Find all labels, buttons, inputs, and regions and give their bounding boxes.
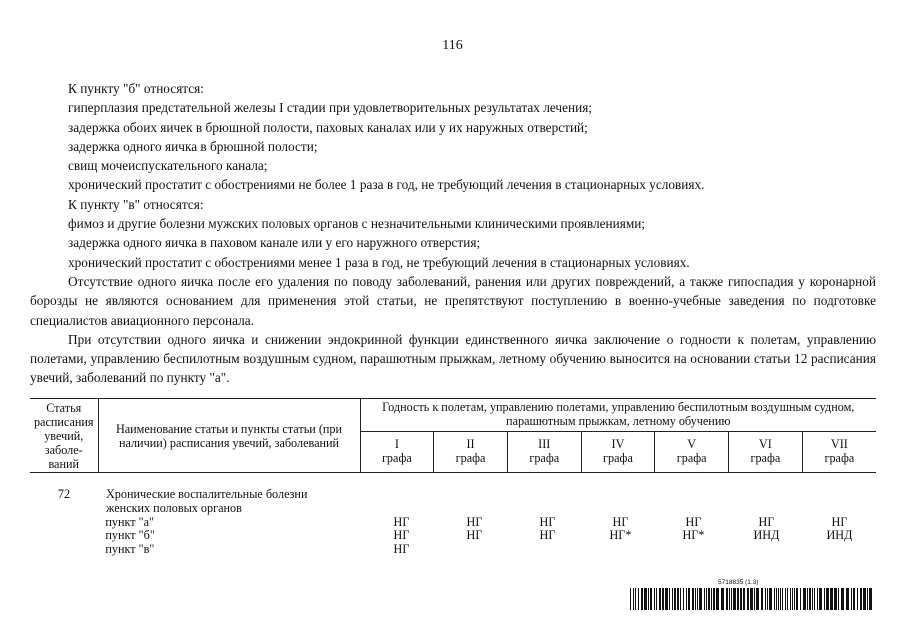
barcode-bar xyxy=(814,588,815,610)
fitness-value xyxy=(511,543,584,557)
text-line: задержка обоих яичек в брюшной полости, паховых каналах или у их наружных отверстий; xyxy=(68,119,588,135)
barcode-bar xyxy=(790,588,791,610)
text-line: хронический простатит с обострениями не более 1 раза в год, не требующий лечения в стационарных условиях. xyxy=(68,177,705,193)
fitness-value xyxy=(438,543,511,557)
barcode-bar xyxy=(817,588,818,610)
fitness-value: НГ xyxy=(612,514,629,529)
barcode-bar xyxy=(665,588,668,610)
barcode-bar xyxy=(731,588,732,610)
barcode-bar xyxy=(809,588,811,610)
fitness-value: НГ xyxy=(393,514,410,529)
table-row xyxy=(30,516,876,530)
barcode-bar xyxy=(711,588,712,610)
barcode-bar xyxy=(697,588,698,610)
barcode-bar xyxy=(716,588,719,610)
barcode-bar xyxy=(785,588,786,610)
barcode-bar xyxy=(692,588,694,610)
article-row xyxy=(30,488,876,516)
barcode-bar xyxy=(677,588,679,610)
barcode-bar xyxy=(782,588,783,610)
barcode-bar xyxy=(778,588,779,610)
barcode-bar xyxy=(695,588,696,610)
fitness-value: НГ xyxy=(539,528,556,543)
fitness-value: НГ* xyxy=(609,528,632,543)
empty-cell xyxy=(30,529,97,543)
fitness-value xyxy=(730,543,803,557)
table-row xyxy=(30,543,876,557)
text-line: свищ мочеиспускательного канала; xyxy=(68,158,268,174)
barcode-bar xyxy=(838,588,839,610)
graph-column-header: III графа xyxy=(507,432,581,473)
barcode-bar xyxy=(774,588,775,610)
fitness-value xyxy=(803,543,876,557)
fitness-value: НГ* xyxy=(682,528,705,543)
barcode-bar xyxy=(765,588,766,610)
barcode-bar xyxy=(638,588,639,610)
barcode xyxy=(630,588,872,610)
barcode-bar xyxy=(767,588,768,610)
barcode-bar xyxy=(834,588,837,610)
fitness-value xyxy=(584,543,657,557)
text-line: К пункту "б" относятся: xyxy=(68,81,204,96)
barcode-bar xyxy=(737,588,739,610)
barcode-bar xyxy=(812,588,813,610)
article-title: Хронические воспалительные болезни женских половых органов xyxy=(106,487,308,515)
barcode-bar xyxy=(726,588,728,610)
barcode-bar xyxy=(672,588,673,610)
graph-column-header: V графа xyxy=(655,432,729,473)
barcode-bar xyxy=(824,588,825,610)
barcode-bar xyxy=(860,588,862,610)
barcode-bar xyxy=(776,588,777,610)
barcode-bar xyxy=(733,588,736,610)
barcode-bar xyxy=(659,588,661,610)
empty-cell xyxy=(30,516,97,530)
barcode-bar xyxy=(680,588,681,610)
barcode-bar xyxy=(674,588,676,610)
text-line: фимоз и другие болезни мужских половых органов с незначительными клиническими проявлениями; xyxy=(68,216,646,232)
text-line: При отсутствии одного яичка и снижении эндокринной функции единственного яичка заключение о годности к полетам, управлению полетами, управлению беспилотным воздушным судном, парашютным прыжкам, летному обучению выносится на основании статьи 12 расписания увечий, заболеваний по пункту "а". xyxy=(30,331,876,386)
fitness-value: ИНД xyxy=(826,528,853,543)
fitness-value: ИНД xyxy=(753,528,780,543)
barcode-bar xyxy=(841,588,844,610)
barcode-bar xyxy=(683,588,684,610)
text-line: задержка одного яичка в брюшной полости; xyxy=(68,138,318,154)
barcode-bar xyxy=(654,588,655,610)
graph-column-header: II графа xyxy=(434,432,508,473)
barcode-bar xyxy=(706,588,707,610)
barcode-bar xyxy=(633,588,634,610)
barcode-bar xyxy=(740,588,742,610)
barcode-bar xyxy=(794,588,795,610)
barcode-bar xyxy=(792,588,793,610)
body-text xyxy=(30,79,876,388)
fitness-value: НГ xyxy=(758,514,775,529)
graph-column-header: VI графа xyxy=(729,432,803,473)
fitness-value: НГ xyxy=(393,528,410,543)
barcode-bar xyxy=(669,588,670,610)
fitness-value: НГ xyxy=(466,514,483,529)
text-line: хронический простатит с обострениями менее 1 раза в год, не требующий лечения в стационарных условиях. xyxy=(68,254,690,270)
barcode-bar xyxy=(650,588,652,610)
document-code: 5718835 (1.3) xyxy=(718,579,759,586)
row-label: пункт "а" xyxy=(105,514,155,529)
table-body xyxy=(30,488,876,557)
barcode-bar xyxy=(743,588,745,610)
article-number: 72 xyxy=(57,487,71,501)
fitness-value xyxy=(657,543,730,557)
graph-column-header: VII графа xyxy=(802,432,876,473)
text-line: гиперплазия предстательной железы I стадии при удовлетворительных результатах лечения; xyxy=(68,100,593,116)
barcode-bar xyxy=(826,588,829,610)
barcode-bar xyxy=(686,588,687,610)
page-number: 116 xyxy=(442,38,463,53)
col-name-header: Наименование статьи и пункты статьи (при наличии) расписания увечий, заболеваний xyxy=(98,399,360,473)
barcode-bar xyxy=(851,588,852,610)
barcode-bar xyxy=(846,588,849,610)
barcode-bar xyxy=(635,588,636,610)
barcode-bar xyxy=(830,588,833,610)
text-line: Отсутствие одного яичка после его удаления по поводу заболеваний, ранения или других повреждений, а также гипоспадия у коронарной борозды не являются основанием для применения этой статьи, не препятствуют поступлению в военно-учебные заведения по подготовке специалистов авиационного персонала. xyxy=(30,273,876,328)
barcode-bar xyxy=(721,588,724,610)
fitness-value: НГ xyxy=(685,514,702,529)
fitness-value: НГ xyxy=(539,514,556,529)
graph-column-header: IV графа xyxy=(581,432,655,473)
fitness-value: НГ xyxy=(831,514,848,529)
barcode-bar xyxy=(863,588,866,610)
barcode-bar xyxy=(857,588,858,610)
text-line: задержка одного яичка в паховом канале или у его наружного отверстия; xyxy=(68,235,481,251)
barcode-bar xyxy=(688,588,690,610)
table-row xyxy=(30,529,876,543)
barcode-bar xyxy=(747,588,749,610)
fitness-value: НГ xyxy=(393,542,410,557)
fitness-group-header: Годность к полетам, управлению полетами, управлению беспилотным воздушным судном, парашютным прыжкам, летному обучению xyxy=(360,399,876,432)
barcode-bar xyxy=(729,588,730,610)
barcode-bar xyxy=(869,588,872,610)
empty-cell xyxy=(30,543,97,557)
barcode-bar xyxy=(769,588,772,610)
barcode-bar xyxy=(780,588,781,610)
barcode-bar xyxy=(867,588,868,610)
barcode-bar xyxy=(796,588,798,610)
fitness-value: НГ xyxy=(466,528,483,543)
col-article-header: Статья расписания увечий, заболе-ваний xyxy=(30,399,98,473)
barcode-bar xyxy=(819,588,822,610)
barcode-bar xyxy=(807,588,808,610)
barcode-bar xyxy=(750,588,753,610)
barcode-bar xyxy=(787,588,788,610)
barcode-bar xyxy=(708,588,710,610)
text-line: К пункту "в" относятся: xyxy=(68,196,204,212)
barcode-bar xyxy=(644,588,647,610)
row-label: пункт "б" xyxy=(105,528,155,543)
fitness-table-header xyxy=(30,398,876,473)
barcode-bar xyxy=(803,588,806,610)
barcode-bar xyxy=(800,588,801,610)
barcode-bar xyxy=(853,588,855,610)
barcode-bar xyxy=(704,588,705,610)
barcode-bar xyxy=(699,588,702,610)
barcode-bar xyxy=(656,588,657,610)
barcode-bar xyxy=(641,588,643,610)
row-label: пункт "в" xyxy=(105,542,155,557)
graph-column-header: I графа xyxy=(360,432,434,473)
barcode-bar xyxy=(761,588,763,610)
barcode-bar xyxy=(630,588,631,610)
barcode-bar xyxy=(756,588,759,610)
barcode-bar xyxy=(662,588,664,610)
barcode-bar xyxy=(713,588,715,610)
barcode-bar xyxy=(754,588,755,610)
barcode-bar xyxy=(648,588,649,610)
